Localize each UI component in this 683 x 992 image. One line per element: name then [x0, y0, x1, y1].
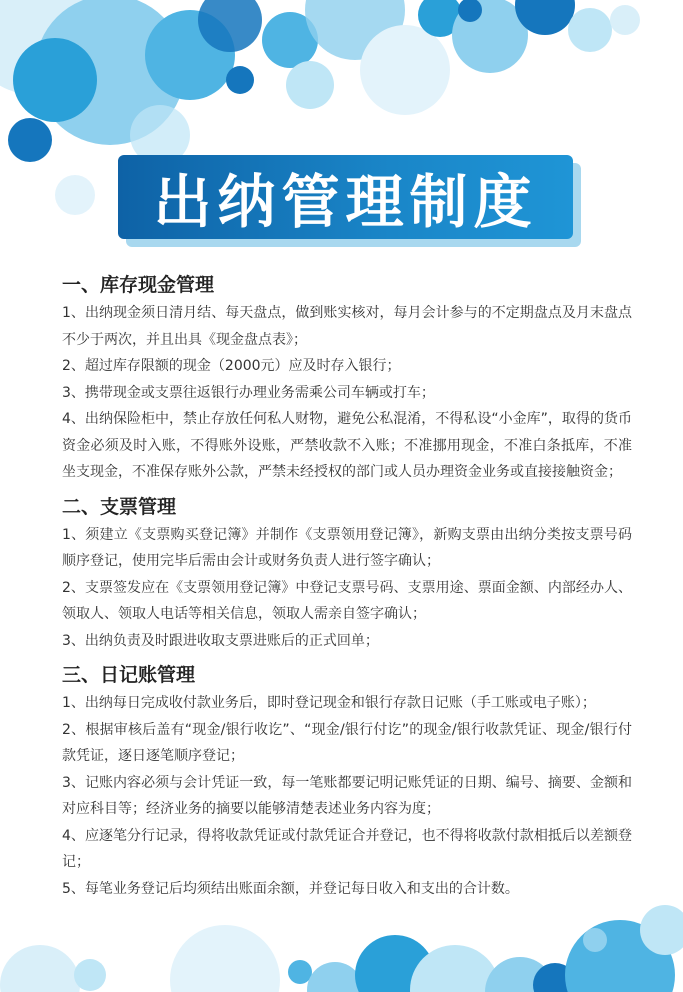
section-cash [62, 270, 632, 486]
list-item: 4、应逐笔分行记录，得将收款凭证或付款凭证合并登记，也不得将收款付款相抵后以差额登记； [62, 827, 632, 870]
list-item: 1、须建立《支票购买登记簿》并制作《支票领用登记簿》，新购支票由出纳分类按支票号码顺序登记，使用完毕后需由会计或财务负责人进行签字确认； [62, 526, 632, 569]
section-journal [62, 660, 632, 902]
section-heading: 二、支票管理 [62, 495, 177, 518]
section-checks [62, 492, 632, 655]
document-body [62, 270, 632, 908]
list-item: 5、每笔业务登记后均须结出账面余额，并登记每日收入和支出的合计数。 [62, 880, 519, 897]
title-banner [118, 155, 573, 239]
page-title: 出纳管理制度 [153, 168, 538, 236]
list-item: 2、根据审核后盖有“现金/银行收讫”、“现金/银行付讫”的现金/银行收款凭证、现金/银行付款凭证，逐日逐笔顺序登记； [62, 721, 632, 764]
list-item: 3、携带现金或支票往返银行办理业务需乘公司车辆或打车； [62, 384, 435, 401]
list-item: 1、出纳现金须日清月结、每天盘点，做到账实核对，每月会计参与的不定期盘点及月末盘点不少于两次，并且出具《现金盘点表》； [62, 305, 632, 348]
list-item: 2、超过库存限额的现金（2000元）应及时存入银行； [62, 358, 401, 374]
list-item: 1、出纳每日完成收付款业务后，即时登记现金和银行存款日记账（手工账或电子账）； [62, 695, 596, 711]
section-heading: 一、库存现金管理 [62, 274, 215, 296]
list-item: 2、支票签发应在《支票领用登记簿》中登记支票号码、支票用途、票面金额、内部经办人、领取人、领取人电话等相关信息，领取人需亲自签字确认； [62, 579, 632, 622]
list-item: 4、出纳保险柜中，禁止存放任何私人财物，避免公私混淆，不得私设“小金库”，取得的货币资金必须及时入账，不得账外设账，严禁收款不入账；不准挪用现金，不准白条抵库，不准坐支现金，不准保存账外公款，严禁未经授权的部门或人员办理资金业务或直接接触资金； [62, 411, 632, 480]
title-box [118, 155, 573, 239]
list-item: 3、记账内容必须与会计凭证一致，每一笔账都要记明记账凭证的日期、编号、摘要、金额和对应科目等；经济业务的摘要以能够清楚表述业务内容为度； [62, 774, 632, 817]
section-heading: 三、日记账管理 [62, 664, 196, 686]
list-item: 3、出纳负责及时跟进收取支票进账后的正式回单； [62, 632, 379, 649]
